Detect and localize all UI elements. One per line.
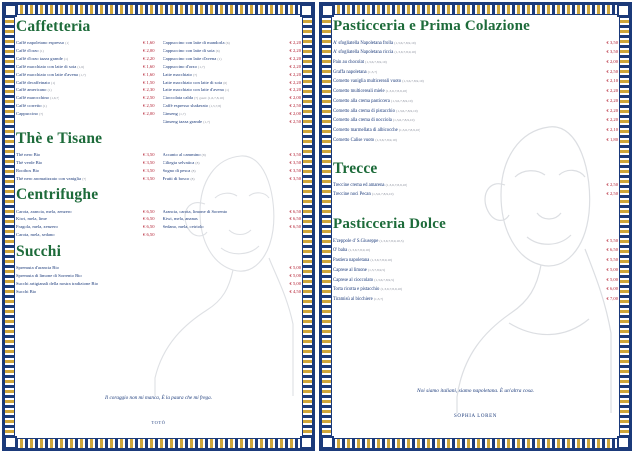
menu-item: Thè nero aromatizzato con vaniglia (7) € 3,50 — [16, 175, 155, 181]
section-caffetteria — [16, 18, 301, 126]
menu-item: Succhi artigianali della nostra tradizione Bio € 5,00 — [16, 280, 301, 286]
menu-item: Cappuccino con latte di mandorla (6) € 2,20 — [162, 40, 301, 46]
menu-item: O' baba (1,3,6,7,8,9,10) € 6,50 — [333, 247, 618, 254]
corner-ornament-bottom-right — [300, 436, 313, 449]
corner-ornament-top-right — [617, 4, 630, 17]
menu-item: Caprese al cioccolato (1,3,6,7,8,9,5) € 5,00 — [333, 276, 618, 283]
menu-item: Spremuta d'arancia Bio € 5,00 — [16, 265, 301, 271]
section-pasticceria-dolce — [333, 216, 618, 305]
menu-item: Sedano, mela, cetriolo € 6,50 — [162, 224, 301, 230]
menu-item: Spremuta di limone di Sorrento Bio € 5,00 — [16, 273, 301, 278]
menu-item: Arancia, carota, limone di Sorrento € 6,50 — [162, 208, 301, 214]
section-trecce — [333, 160, 618, 201]
menu-item: Carota, arancia, mela, zenzero € 6,50 — [16, 208, 155, 214]
menu-item: Cioccolata calda (7) gusti: (1,6,7,8,10) € 2,00 — [162, 95, 301, 101]
menu-item: Tiramisù al bicchiere (1,3,7) € 7,00 — [333, 296, 618, 302]
menu-item: Cornetto alla crema di nocciola (1,3,6,7,8,9,10) € 2,20 — [333, 117, 618, 124]
menu-item: Caffè espresso shakerato (1,5,7,8) € 2,50 — [162, 103, 301, 109]
corner-ornament-bottom-right — [617, 436, 630, 449]
section-succhi — [16, 243, 301, 296]
menu-item: Cappuccino d'orzo (1,7) € 2,20 — [162, 63, 301, 69]
menu-item: Latte macchiato con latte di soia (6) € 2,20 — [162, 79, 301, 85]
section-title-pasticceria-prima-colazione: Pasticceria e Prima Colazione — [333, 18, 530, 34]
section-centrifughe — [16, 186, 301, 239]
page-quote: Noi siamo italiani, siamo napoletana. È un'altra cosa. — [416, 387, 535, 394]
menu-item: Kiwi, mela, ananas € 6,50 — [162, 216, 301, 222]
section-title-pasticceria-dolce: Pasticceria Dolce — [333, 216, 446, 233]
centrifughe-column-left — [16, 208, 155, 240]
menu-item: Caffè macchiato con latte d'avena (1,7) € 1,60 — [16, 71, 155, 77]
menu-item: Graffa napoletana (1,3,7) € 2,50 — [333, 68, 618, 75]
menu-item: Caffè d'orzo (1) € 2,00 — [16, 47, 155, 53]
menu-page-left — [2, 2, 315, 451]
menu-item: Thè nero Bio € 3,50 — [16, 151, 155, 157]
menu-item: Thè verde Bio € 3,50 — [16, 159, 155, 165]
caffetteria-column-right — [163, 39, 302, 126]
corner-ornament-top-left — [321, 4, 334, 17]
menu-item: Caffè corretto (1) € 2,50 — [16, 103, 155, 109]
succhi-list — [16, 264, 301, 296]
section-title-centrifughe: Centrifughe — [16, 186, 99, 204]
menu-item: Accanto al cammino (8) € 3,50 — [162, 151, 301, 157]
menu-page-right — [319, 2, 632, 451]
menu-item: Ginseng tazza grande (1,7) € 2,50 — [162, 118, 301, 124]
corner-ornament-top-left — [4, 4, 17, 17]
menu-item: Torta ricotta e pistacchio (1,3,6,7,8,9,10) € 6,00 — [333, 286, 618, 293]
the-column-left — [16, 151, 155, 183]
menu-item: Cornetto marmellata di albicocche (1,3,6,7,8,9,10) € 2,10 — [333, 127, 618, 134]
caffetteria-column-left — [16, 39, 155, 126]
corner-ornament-bottom-left — [4, 436, 17, 449]
menu-item: Sogno di pesca (8) € 3,50 — [162, 167, 301, 173]
menu-item: Cappuccino con latte d'avena (1) € 2,20 — [162, 55, 301, 61]
menu-item: Latte macchiato (7) € 2,20 — [162, 71, 301, 77]
page-quote-signature: SOPHIA LOREN — [454, 414, 497, 419]
trecce-list — [333, 181, 618, 200]
section-pasticceria-prima-colazione — [333, 18, 618, 146]
menu-item: Rooibos Bio € 3,50 — [16, 167, 155, 173]
section-title-succhi: Succhi — [16, 243, 62, 261]
menu-item: Caffè decaffeinato (1) € 1,50 — [16, 79, 155, 85]
menu-item: Latte macchiato con latte d'avena (1) € 2,20 — [162, 87, 301, 93]
pasticceria-dolce-list — [333, 237, 618, 305]
menu-item: Cappuccino (7) € 2,00 — [16, 111, 155, 117]
menu-item: E'zeppole d' S.Giuseppe (1,3,6,7,8,9,10,5) € 5,50 — [333, 237, 618, 244]
menu-item: Caffè americano (1) € 2,30 — [16, 87, 155, 93]
menu-item: Pain au chocolat (1,3,6,7,8,9,10) € 2,00 — [333, 58, 618, 65]
menu-item: Caffè macchiato con latte di soia (1,6) € 1,60 — [16, 63, 155, 69]
menu-item: Kiwi, mela, lime € 6,50 — [16, 216, 155, 222]
section-title-trecce: Trecce — [333, 159, 378, 177]
menu-item: Treccine crema ed amarena (1,3,6,7,8,9,10) € 2,50 — [333, 181, 618, 188]
page-quote: Il coraggio non mi manca, È la paura che mi frega. — [104, 395, 212, 402]
menu-item: Cornetto alla crema di pistacchio (1,3,6,7,8,9,10) € 2,20 — [333, 107, 618, 114]
menu-item: Treccine noci Pecan (1,3,6,7,8,9,10) € 2,50 — [333, 191, 618, 198]
page-quote-signature: TOTÒ — [151, 420, 166, 425]
menu-item: Cornetto alla crema pasticcera (1,3,6,7,8,9,10) € 2,20 — [333, 97, 618, 104]
menu-item: A' sfogliatella Napoletana frolla (1,3,6,7,8,9,10) € 3,50 — [333, 39, 618, 46]
corner-ornament-bottom-left — [321, 436, 334, 449]
menu-item: Cornetto Calise vuoto (1,3,6,7,8,9,10) € 1,80 — [333, 136, 618, 143]
menu-item: A' sfogliatella Napoletana riccia (1,3,6,7,8,9,10) € 3,50 — [333, 49, 618, 56]
section-title-the-e-tisane: Thè e Tisane — [16, 129, 103, 147]
menu-item: Caffè napoletano espresso (1) € 1,60 — [16, 40, 155, 46]
menu-item: Pastiera napoletana (1,3,6,7,8,9,10) € 5,50 — [333, 257, 618, 264]
menu-item: Caprese al limone (1,3,7,8,9,5) € 5,00 — [333, 266, 618, 273]
menu-item: Cornetto multicereali miele (1,3,6,7,8,9,10) € 2,20 — [333, 88, 618, 95]
pasticceria-prima-colazione-list — [333, 39, 618, 146]
menu-item: Fragola, mela, zenzero € 6,50 — [16, 224, 155, 230]
menu-item: Caffè marocchino (1,6,7) € 2,50 — [16, 95, 155, 101]
the-column-right — [163, 151, 302, 183]
menu-item: Caffè d'orzo tazza grande (1) € 2,20 — [16, 55, 155, 61]
menu-item: Carota, mela, sedano € 6,50 — [16, 232, 155, 238]
menu-item: Cappuccino con latte di soia (6) € 2,20 — [162, 47, 301, 53]
menu-item: Ciliegia selvatica (8) € 3,50 — [162, 159, 301, 165]
menu-item: Cornetto vaniglia multicereali vuoto (1,3,6,7,8,9,10) € 2,10 — [333, 78, 618, 85]
corner-ornament-top-right — [300, 4, 313, 17]
centrifughe-column-right — [163, 208, 302, 240]
menu-item: Frutti di bosco (8) € 3,50 — [162, 175, 301, 181]
section-title-caffetteria: Caffetteria — [16, 18, 91, 35]
section-the-e-tisane — [16, 130, 301, 183]
menu-item: Ginseng (1,7) € 2,00 — [162, 111, 301, 117]
menu-item: Succhi Bio € 4,50 — [16, 288, 301, 294]
